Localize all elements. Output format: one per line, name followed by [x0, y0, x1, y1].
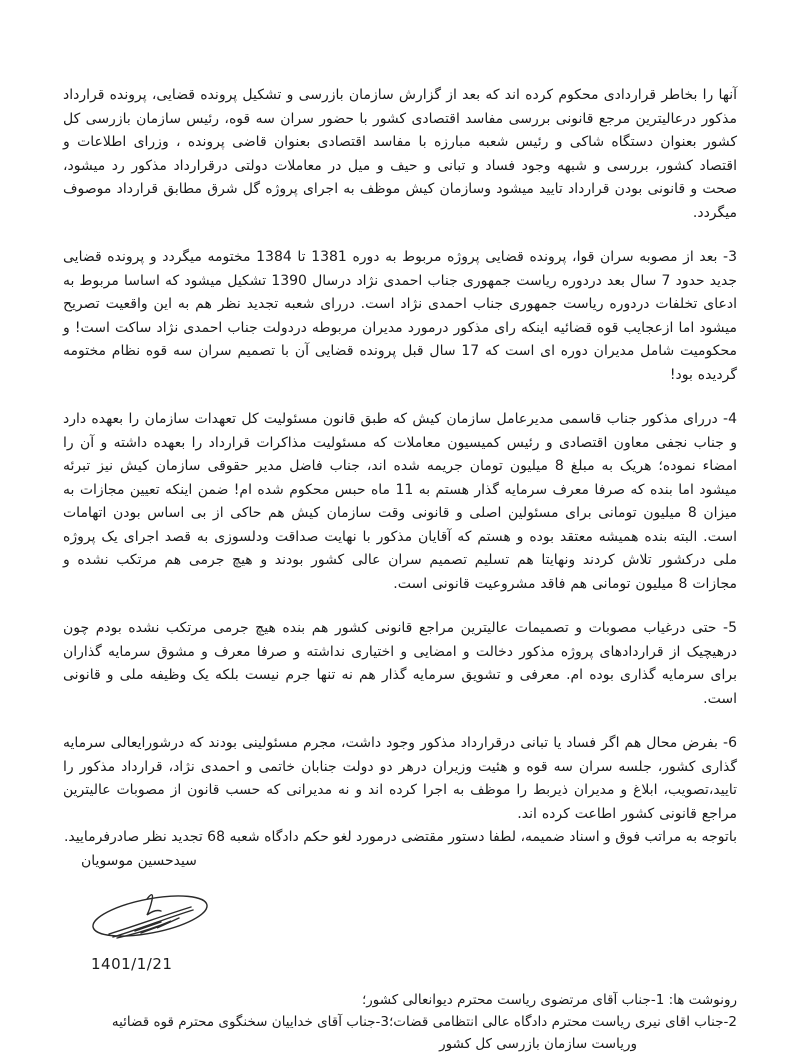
letter-paragraph-intro: آنها را بخاطر قراردادی محکوم کرده اند که بعد از گزارش سازمان بازرسی و تشکیل پرونده قضایی، پرونده قرارداد مذکور درعالیترین مرجع قانونی بررسی مفاسد اقتصادی کشور با حضور سران سه قوه، رئیس سازمان بازرسی کل کشور بعنوان دستگاه شاکی و رئیس شعبه مبارزه با مفاسد اقتصادی بعنوان قاضی پرونده ، وزرای اطلاعات و اقتصاد کشور، بررسی و شبهه وجود فساد و تبانی و حیف و میل در معاملات دولتی درقرارداد مذکور رد میشود، صحت و قانونی بودن قرارداد تایید میشود وسازمان کیش موظف به اجرای پروژه گل شرق مطابق قرارداد موصوف میگردد.	[63, 87, 737, 221]
cc-line-1: رونوشت ها: 1-جناب آقای مرتضوی ریاست محترم دیوانعالی کشور؛	[361, 992, 737, 1008]
letter-paragraph-item-6: 6- بفرض محال هم اگر فساد یا تبانی درقرارداد مذکور وجود داشت، مجرم مسئولینی بودند که درشورایعالی سرمایه گذاری کشور، جلسه سران سه قوه و هئیت وزیران درهر دو دولت جنابان خاتمی و احمدی نژاد، قرارداد مذکور را تایید،تصویب، ابلاغ و مدیران ذیربط را موظف به اجرا کرده اند و نه مدیرانی که حسب قانون از مصوبات عالیترین مراجع قانونی کشور اطاعت کرده اند.	[63, 735, 737, 822]
letter-body	[63, 84, 737, 826]
letter-paragraph-item-5: 5- حتی درغیاب مصوبات و تصمیمات عالیترین مراجع قانونی کشور هم بنده هیچ جرمی مرتکب نشده بودم چون درهیچیک از قراردادهای پروژه مذکور دخالت و امضایی و اختیاری نداشته و صرفا معرف و مشوق سرمایه گذاران برای سرمایه گذاری بوده ام. معرفی و تشویق سرمایه گذار هم نه تنها جرم نیست بلکه یک وظیفه ملی و قانونی است.	[63, 620, 737, 707]
letter-date: 1401/1/21	[91, 955, 173, 973]
signature	[87, 887, 213, 947]
signer-name: سیدحسین موسویان	[81, 852, 197, 869]
closing-request-line: باتوجه به مراتب فوق و اسناد ضمیمه، لطفا دستور مقتضی درمورد لغو حکم دادگاه شعبه 68 تجدید نظر صادرفرمایید.	[63, 829, 737, 845]
signature-scribble-icon	[87, 887, 213, 947]
cc-line-2: 2-جناب اقای نیری ریاست محترم دادگاه عالی انتظامی قضات؛3-جناب آقای خداییان سخنگوی محترم قوه قضائیه	[111, 1014, 737, 1030]
cc-section	[63, 989, 737, 1055]
letter-paragraph-item-3: 3- بعد از مصوبه سران قوا، پرونده قضایی پروژه مربوط به دوره 1381 تا 1384 مختومه میگردد و پرونده قضایی جدید حدود 7 سال بعد دردوره ریاست جمهوری جناب احمدی نژاد درسال 1390 تشکیل میشود که اساسا مربوط به ادعای تخلفات دردوره ریاست جمهوری جناب احمدی نژاد است. دررای شعبه تجدید نظر هم به این واقعیت تصریح میشود اما ازعجایب قوه قضائیه اینکه رای مذکور درمورد مدیران مربوطه دردولت جناب احمدی نژاد ساکت است! و محکومیت شامل مدیران دوره ای است که 17 سال قبل پرونده قضایی آن با تصمیم سران سه قوه نظام مختومه گردیده بود!	[63, 249, 738, 383]
letter-paragraph-item-4: 4- دررای مذکور جناب قاسمی مدیرعامل سازمان کیش که طبق قانون مسئولیت کل تعهدات سازمان را بعهده دارد و جناب نجفی معاون اقتصادی و رئیس کمیسیون معاملات که مسئولیت مذاکرات قرارداد را بعهده داشته و آن را امضاء نموده؛ هریک به مبلغ 8 میلیون تومان جریمه شده اند، جناب فاضل مدیر حقوقی سازمان کیش نیز تبرئه میشود اما بنده که صرفا معرف سرمایه گذار هستم به 11 ماه حبس محکوم شده ام! ضمن اینکه تعیین مجازات به میزان 8 میلیون تومانی برای مسئولین اصلی و قانونی وقت سازمان کیش هم حاکی از بی اساس بودن اتهامات است. البته بنده همیشه معتقد بوده و هستم که آقایان مذکور با نهایت صداقت ودلسوزی به قصد اجرای یک پروژه ملی درکشور تلاش کردند ونهایتا هم تسلیم تصمیم سران عالی کشور بودند و هیچ جرمی هم مرتکب نشده و مجازات 8 میلیون تومانی هم فاقد مشروعیت قانونی است.	[63, 411, 737, 592]
cc-line-3: وریاست سازمان بازرسی کل کشور	[439, 1036, 637, 1052]
